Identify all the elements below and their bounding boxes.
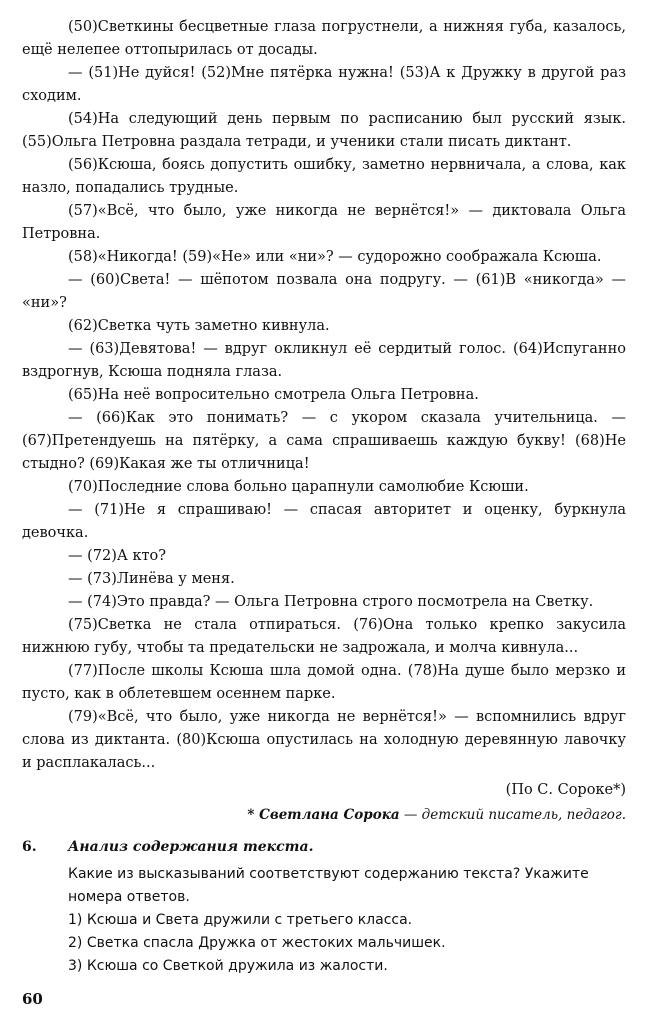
task-question: Какие из высказываний соответствуют содержанию текста? Укажите номера ответов. — [68, 866, 589, 905]
story-source: (По С. Сороке*) — [505, 782, 626, 798]
story-paragraph-79: (79)«Всё, что было, уже никогда не вернётся!» — вспомнились вдруг слова из диктанта. (80)Ксюша опустилась на холодную деревянную лавочку и расплакалась... — [22, 709, 626, 771]
story-paragraph-71: — (71)Не я спрашиваю! — спасая авторитет и оценку, буркнула девочка. — [22, 502, 626, 541]
story-paragraph-72: — (72)А кто? — [68, 548, 167, 564]
answer-options — [68, 909, 626, 978]
story-paragraph-75: (75)Светка не стала отпираться. (76)Она только крепко закусила нижнюю губу, чтобы та предательски не задрожала, и молча кивнула... — [22, 617, 626, 656]
story-paragraph-62: (62)Светка чуть заметно кивнула. — [68, 318, 330, 334]
task-heading — [22, 836, 626, 859]
footnote-author: * Светлана Сорока — [247, 807, 400, 823]
answer-option-3: 3) Ксюша со Светкой дружила из жалости. — [68, 958, 388, 974]
story-paragraph-70: (70)Последние слова больно царапнули самолюбие Ксюши. — [68, 479, 529, 495]
story-paragraph-65: (65)На неё вопросительно смотрела Ольга Петровна. — [68, 387, 479, 403]
footnote-text: — детский писатель, педагог. — [399, 807, 626, 823]
task-title: Анализ содержания текста. — [68, 839, 314, 855]
author-footnote — [22, 804, 626, 826]
task-number: 6. — [22, 839, 37, 855]
story-paragraph-63: — (63)Девятова! — вдруг окликнул её сердитый голос. (64)Испуганно вздрогнув, Ксюша подняла глаза. — [22, 341, 626, 380]
answer-option-1: 1) Ксюша и Света дружили с третьего класса. — [68, 912, 413, 928]
story-paragraph-50: (50)Светкины бесцветные глаза погрустнели, а нижняя губа, казалось, ещё нелепее оттопырилась от досады. — [22, 19, 626, 58]
story-paragraph-56: (56)Ксюша, боясь допустить ошибку, заметно нервничала, а слова, как назло, попадались трудные. — [22, 157, 626, 196]
story-paragraph-66: — (66)Как это понимать? — с укором сказала учительница. — (67)Претендуешь на пятёрку, а сама спрашиваешь каждую букву! (68)Не стыдно? (69)Какая же ты отличница! — [22, 410, 626, 472]
story-text — [22, 16, 626, 826]
answer-option-2: 2) Светка спасла Дружка от жестоких мальчишек. — [68, 935, 446, 951]
story-paragraph-51: — (51)Не дуйся! (52)Мне пятёрка нужна! (53)А к Дружку в другой раз сходим. — [22, 65, 626, 104]
story-paragraph-58: (58)«Никогда! (59)«Не» или «ни»? — судорожно соображала Ксюша. — [68, 249, 602, 265]
story-paragraph-60: — (60)Света! — шёпотом позвала она подругу. — (61)В «никогда» — «ни»? — [22, 272, 626, 311]
story-paragraph-77: (77)После школы Ксюша шла домой одна. (78)На душе было мерзко и пусто, как в облетевшем осеннем парке. — [22, 663, 626, 702]
task-body — [68, 863, 626, 978]
story-paragraph-54: (54)На следующий день первым по расписанию был русский язык. (55)Ольга Петровна раздала тетради, и ученики стали писать диктант. — [22, 111, 626, 150]
story-paragraph-57: (57)«Всё, что было, уже никогда не вернётся!» — диктовала Ольга Петровна. — [22, 203, 626, 242]
story-paragraph-74: — (74)Это правда? — Ольга Петровна строго посмотрела на Светку. — [68, 594, 594, 610]
story-paragraph-73: — (73)Линёва у меня. — [68, 571, 235, 587]
page-number: 60 — [22, 990, 43, 1008]
task-section — [22, 836, 626, 978]
